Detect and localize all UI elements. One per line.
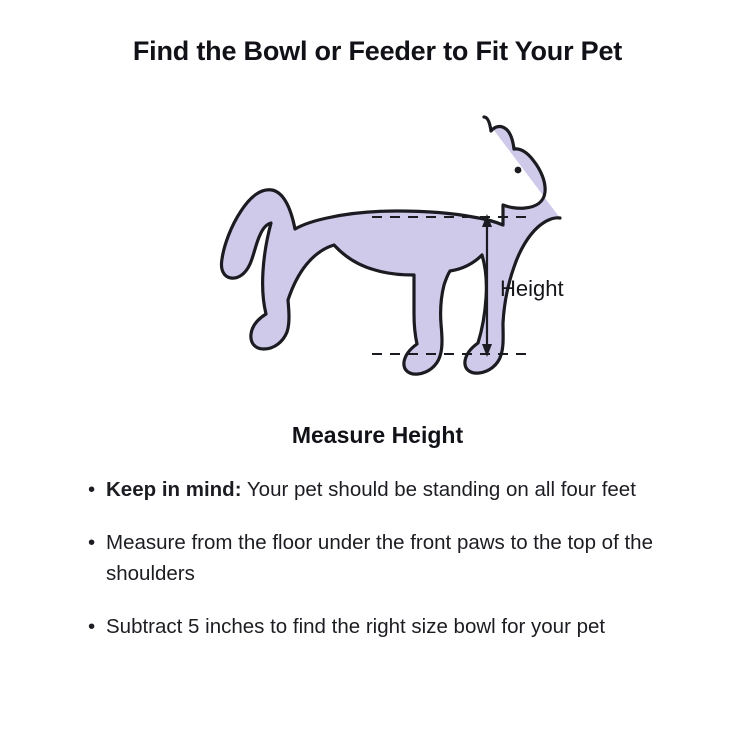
page-title: Find the Bowl or Feeder to Fit Your Pet — [132, 36, 623, 66]
bullet-text: Measure from the floor under the front paws to the top of the shoulders — [106, 531, 653, 585]
bullet-marker: • — [88, 531, 96, 554]
section-subhead: Measure Height — [291, 422, 464, 448]
list-item — [88, 527, 688, 589]
list-item — [88, 611, 688, 642]
dog-body-shape — [221, 117, 560, 374]
height-label: Height — [500, 276, 564, 301]
dog-eye-icon — [515, 167, 522, 174]
list-item — [88, 474, 688, 505]
bullet-text: Your pet should be standing on all four feet — [241, 478, 636, 501]
bullet-text: Subtract 5 inches to find the right size bowl for your pet — [106, 615, 606, 638]
instruction-list — [88, 474, 688, 664]
dog-measurement-diagram — [0, 100, 755, 390]
bullet-lead: Keep in mind: — [106, 478, 242, 501]
bullet-marker: • — [88, 615, 96, 638]
bullet-marker: • — [88, 478, 96, 501]
